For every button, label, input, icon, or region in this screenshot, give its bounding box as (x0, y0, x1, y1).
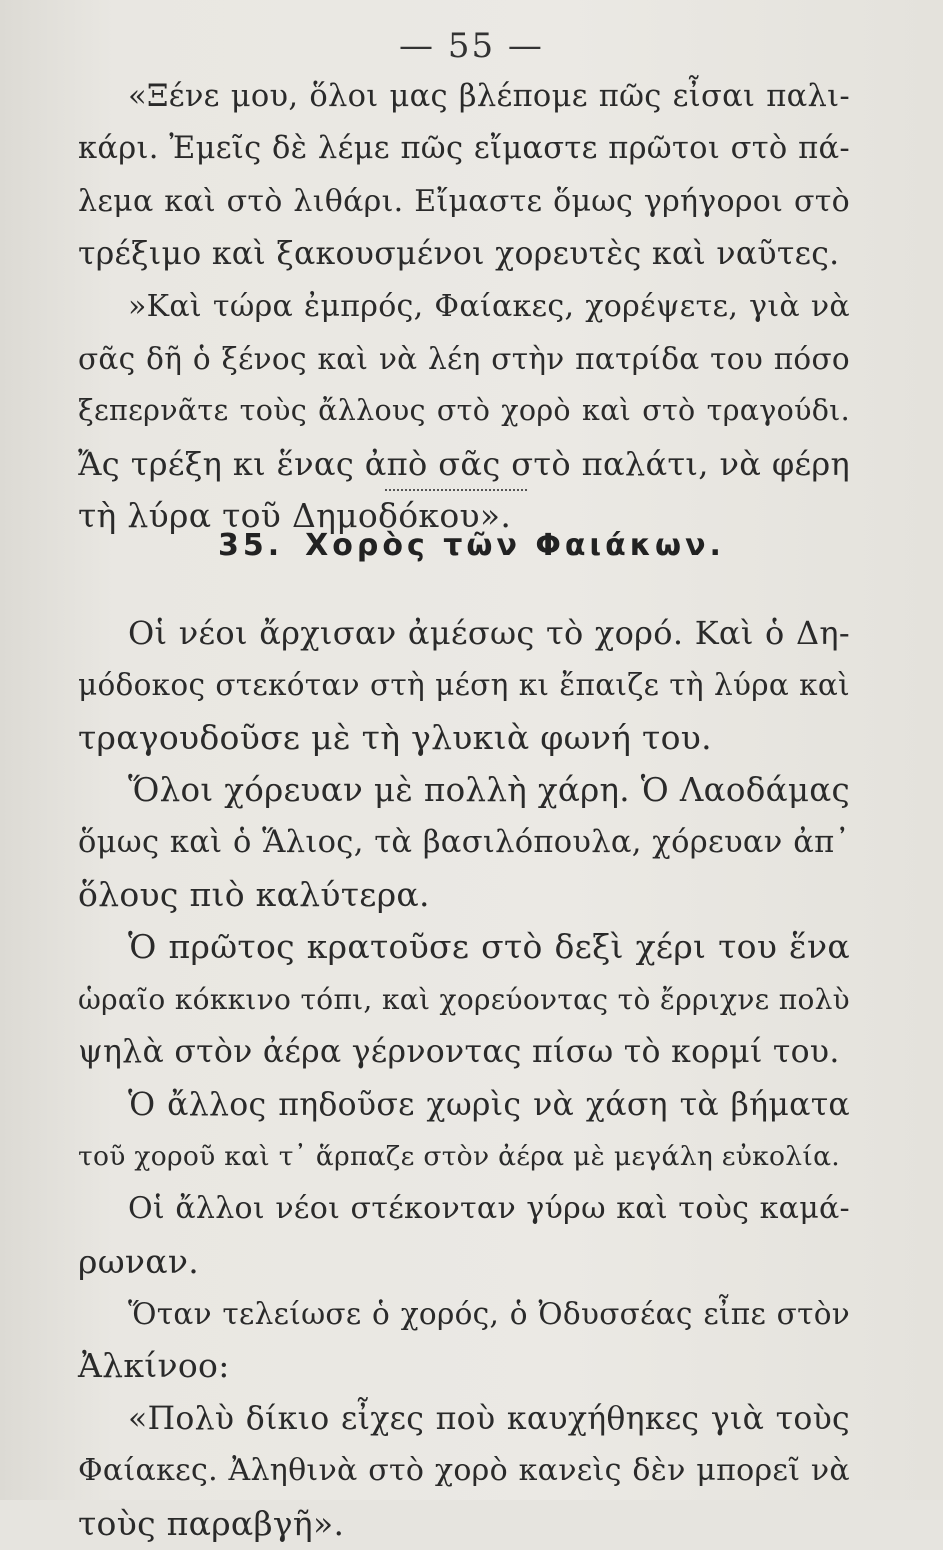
text-line: τοὺς παραβγῆ». (78, 1503, 345, 1543)
text-line: ὡραῖο κόκκινο τόπι, καὶ χορεύοντας τὸ ἔρριχνε πολὺ (78, 982, 850, 1016)
section-number: 35. (218, 528, 284, 563)
dotted-separator (385, 489, 527, 491)
text-line: σᾶς δῆ ὁ ξένος καὶ νὰ λέη στὴν πατρίδα του πόσο (78, 341, 850, 376)
text-line: «Πολὺ δίκιο εἶχες ποὺ καυχήθηκες γιὰ τοὺς (128, 1400, 850, 1437)
text-line: ξεπερνᾶτε τοὺς ἄλλους στὸ χορὸ καὶ στὸ τραγούδι. (78, 394, 850, 428)
page-number: — 55 — (399, 26, 544, 66)
text-line: τρέξιμο καὶ ξακουσμένοι χορευτὲς καὶ ναῦτες. (78, 236, 840, 273)
section-heading (0, 528, 943, 563)
text-line: Ἀλκίνοο: (78, 1346, 230, 1386)
text-line: τοῦ χοροῦ καὶ τ᾽ ἅρπαζε στὸν ἀέρα μὲ μεγάλη εὐκολία. (78, 1140, 840, 1172)
text-line: Οἱ ἄλλοι νέοι στέκονταν γύρω καὶ τοὺς καμά- (128, 1191, 850, 1227)
opening-paragraphs (78, 71, 850, 543)
text-line: λεμα καὶ στὸ λιθάρι. Εἴμαστε ὅμως γρήγοροι στὸ (78, 183, 850, 219)
text-line: μόδοκος στεκόταν στὴ μέση κι ἔπαιζε τὴ λύρα καὶ (78, 668, 850, 703)
text-line: Οἱ νέοι ἄρχισαν ἀμέσως τὸ χορό. Καὶ ὁ Δη- (128, 614, 850, 652)
section-title: Χορὸς τῶν Φαιάκων. (305, 528, 725, 563)
text-line: »Καὶ τώρα ἐμπρός, Φαίακες, χορέψετε, γιὰ νὰ (128, 288, 850, 324)
text-line: τραγουδοῦσε μὲ τὴ γλυκιὰ φωνή του. (78, 717, 712, 757)
section-body (78, 607, 850, 1550)
text-line: Ὁ πρῶτος κρατοῦσε στὸ δεξὶ χέρι του ἕνα (128, 927, 850, 967)
text-line: Ὁ ἄλλος πηδοῦσε χωρὶς νὰ χάση τὰ βήματα (128, 1086, 850, 1123)
text-line: ψηλὰ στὸν ἀέρα γέρνοντας πίσω τὸ κορμί του. (78, 1034, 840, 1071)
text-line: Ὅταν τελείωσε ὁ χορός, ὁ Ὀδυσσέας εἶπε στὸν (128, 1297, 850, 1332)
text-line: Ὅλοι χόρευαν μὲ πολλὴ χάρη. Ὁ Λαοδάμας (128, 771, 850, 810)
text-line: Φαίακες. Ἀληθινὰ στὸ χορὸ κανεὶς δὲν μπορεῖ νὰ (78, 1453, 850, 1489)
text-line: Ἄς τρέξη κι ἕνας ἀπὸ σᾶς στὸ παλάτι, νὰ φέρη (78, 444, 850, 483)
text-line: τὴ λύρα τοῦ Δημοδόκου». (78, 496, 512, 536)
text-line: ὅμως καὶ ὁ Ἅλιος, τὰ βασιλόπουλα, χόρευαν ἀπ᾽ (78, 824, 850, 860)
text-line: «Ξένε μου, ὅλοι μας βλέπομε πῶς εἶσαι παλι- (128, 79, 850, 114)
text-line: ρωναν. (78, 1241, 200, 1281)
text-line: ὅλους πιὸ καλύτερα. (78, 874, 430, 914)
text-line: κάρι. Ἐμεῖς δὲ λέμε πῶς εἴμαστε πρῶτοι στὸ πά- (78, 131, 850, 167)
